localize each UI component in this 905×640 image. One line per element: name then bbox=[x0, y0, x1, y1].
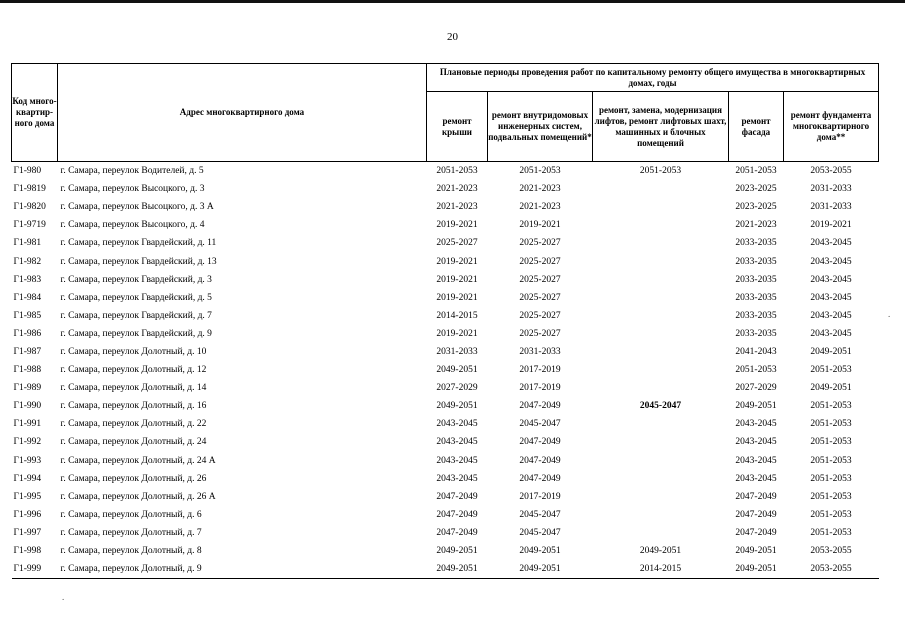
row-facade: 2043-2045 bbox=[735, 455, 777, 466]
row-address: г. Самара, переулок Долотный, д. 16 bbox=[60, 401, 207, 412]
row-address: г. Самара, переулок Долотный, д. 6 bbox=[60, 509, 202, 520]
row-elevators bbox=[593, 271, 729, 289]
row-roof: 2027-2029 bbox=[436, 383, 478, 394]
row-address: г. Самара, переулок Долотный, д. 14 bbox=[60, 383, 207, 394]
table-row bbox=[12, 307, 879, 325]
row-facade: 2027-2029 bbox=[735, 383, 777, 394]
table-row bbox=[12, 271, 879, 289]
row-elevators bbox=[593, 361, 729, 379]
row-elevators bbox=[593, 524, 729, 542]
table-row bbox=[12, 452, 879, 470]
row-address: г. Самара, переулок Долотный, д. 24 bbox=[60, 437, 207, 448]
row-address: г. Самара, переулок Гвардейский, д. 13 bbox=[60, 256, 217, 267]
row-facade: 2023-2025 bbox=[735, 184, 777, 195]
row-systems: 2051-2053 bbox=[519, 166, 561, 177]
row-roof: 2047-2049 bbox=[436, 509, 478, 520]
row-elevators: 2014-2015 bbox=[593, 560, 729, 579]
row-foundation: 2051-2053 bbox=[810, 509, 852, 520]
row-foundation: 2053-2055 bbox=[810, 166, 852, 177]
row-elevators bbox=[593, 379, 729, 397]
row-code: Г1-988 bbox=[13, 365, 42, 376]
row-systems: 2045-2047 bbox=[519, 419, 561, 430]
row-code: Г1-999 bbox=[12, 560, 58, 579]
table-body bbox=[12, 162, 879, 579]
row-roof: 2043-2045 bbox=[436, 437, 478, 448]
table-row bbox=[12, 433, 879, 451]
row-foundation: 2051-2053 bbox=[810, 365, 852, 376]
row-systems: 2047-2049 bbox=[519, 455, 561, 466]
header-elevators: ремонт, замена, модернизация лифтов, ремонт лифтовых шахт, машинных и блочных помещений bbox=[593, 92, 729, 162]
row-foundation: 2043-2045 bbox=[810, 256, 852, 267]
row-facade: 2033-2035 bbox=[735, 328, 777, 339]
row-systems: 2019-2021 bbox=[519, 220, 561, 231]
row-code: Г1-990 bbox=[13, 401, 42, 412]
row-elevators bbox=[593, 180, 729, 198]
row-code: Г1-984 bbox=[13, 292, 42, 303]
row-address: г. Самара, переулок Долотный, д. 10 bbox=[60, 346, 207, 357]
table-row bbox=[12, 162, 879, 181]
row-roof: 2047-2049 bbox=[436, 491, 478, 502]
table-row bbox=[12, 488, 879, 506]
table-row bbox=[12, 361, 879, 379]
row-systems: 2021-2023 bbox=[519, 202, 561, 213]
row-systems: 2025-2027 bbox=[519, 256, 561, 267]
row-code: Г1-987 bbox=[13, 346, 42, 357]
row-foundation: 2051-2053 bbox=[810, 491, 852, 502]
row-roof: 2049-2051 bbox=[436, 546, 478, 557]
row-facade: 2021-2023 bbox=[735, 220, 777, 231]
row-elevators: 2049-2051 bbox=[639, 546, 682, 557]
row-code: Г1-994 bbox=[13, 473, 42, 484]
row-code: Г1-983 bbox=[13, 274, 42, 285]
table-row bbox=[12, 216, 879, 234]
row-address: г. Самара, переулок Гвардейский, д. 7 bbox=[60, 310, 212, 321]
page-number: 20 bbox=[447, 31, 458, 43]
row-foundation: 2051-2053 bbox=[810, 419, 852, 430]
row-code: Г1-9819 bbox=[13, 184, 46, 195]
row-systems: 2025-2027 bbox=[519, 274, 561, 285]
header-systems: ремонт внутридомовых инженерных систем, подвальных помещений* bbox=[488, 92, 593, 162]
row-facade: 2047-2049 bbox=[735, 509, 777, 520]
row-roof: 2049-2051 bbox=[436, 401, 478, 412]
row-roof: 2019-2021 bbox=[436, 274, 478, 285]
row-foundation: 2051-2053 bbox=[810, 455, 852, 466]
row-systems: 2049-2051 bbox=[488, 560, 593, 579]
row-elevators bbox=[593, 506, 729, 524]
row-elevators: 2045-2047 bbox=[639, 401, 682, 412]
row-foundation: 2049-2051 bbox=[810, 383, 852, 394]
row-foundation: 2043-2045 bbox=[810, 238, 852, 249]
row-foundation: 2031-2033 bbox=[810, 202, 852, 213]
row-foundation: 2051-2053 bbox=[810, 473, 852, 484]
row-elevators bbox=[593, 234, 729, 252]
row-foundation: 2043-2045 bbox=[810, 274, 852, 285]
row-facade: 2049-2051 bbox=[735, 401, 777, 412]
header-roof: ремонт крыши bbox=[427, 92, 488, 162]
row-facade: 2047-2049 bbox=[735, 527, 777, 538]
row-code: Г1-982 bbox=[13, 256, 42, 267]
row-systems: 2047-2049 bbox=[519, 437, 561, 448]
row-roof: 2025-2027 bbox=[436, 238, 478, 249]
row-address: г. Самара, переулок Гвардейский, д. 11 bbox=[60, 238, 217, 249]
row-address: г. Самара, переулок Долотный, д. 12 bbox=[60, 365, 207, 376]
row-elevators bbox=[593, 470, 729, 488]
row-roof: 2019-2021 bbox=[436, 220, 478, 231]
header-address: Адрес многоквартирного дома bbox=[58, 64, 427, 162]
row-roof: 2051-2053 bbox=[436, 166, 478, 177]
header-code: Код много-квартир-ного дома bbox=[12, 64, 58, 162]
top-rule bbox=[0, 0, 905, 3]
table-row bbox=[12, 415, 879, 433]
row-code: Г1-985 bbox=[13, 310, 42, 321]
row-roof: 2043-2045 bbox=[436, 419, 478, 430]
row-code: Г1-981 bbox=[13, 238, 42, 249]
row-address: г. Самара, переулок Водителей, д. 5 bbox=[60, 166, 204, 177]
row-facade: 2033-2035 bbox=[735, 310, 777, 321]
row-roof: 2019-2021 bbox=[436, 328, 478, 339]
row-facade: 2049-2051 bbox=[729, 560, 784, 579]
row-elevators bbox=[593, 452, 729, 470]
row-facade: 2043-2045 bbox=[735, 473, 777, 484]
table-row bbox=[12, 506, 879, 524]
table-row bbox=[12, 379, 879, 397]
table-row bbox=[12, 343, 879, 361]
row-elevators bbox=[593, 252, 729, 270]
row-systems: 2047-2049 bbox=[519, 401, 561, 412]
row-elevators bbox=[593, 343, 729, 361]
row-code: Г1-980 bbox=[13, 166, 42, 177]
row-systems: 2025-2027 bbox=[519, 328, 561, 339]
row-roof: 2021-2023 bbox=[436, 184, 478, 195]
table-row bbox=[12, 289, 879, 307]
row-roof: 2049-2051 bbox=[436, 365, 478, 376]
row-systems: 2025-2027 bbox=[519, 292, 561, 303]
row-foundation: 2043-2045 bbox=[810, 328, 852, 339]
row-code: Г1-997 bbox=[13, 527, 42, 538]
row-facade: 2043-2045 bbox=[735, 437, 777, 448]
row-systems: 2025-2027 bbox=[519, 310, 561, 321]
row-roof: 2043-2045 bbox=[436, 473, 478, 484]
row-foundation: 2053-2055 bbox=[784, 560, 879, 579]
row-elevators bbox=[593, 488, 729, 506]
row-elevators bbox=[593, 216, 729, 234]
row-foundation: 2031-2033 bbox=[810, 184, 852, 195]
row-code: Г1-995 bbox=[13, 491, 42, 502]
row-facade: 2033-2035 bbox=[735, 256, 777, 267]
table-row bbox=[12, 524, 879, 542]
row-address: г. Самара, переулок Долотный, д. 26 А bbox=[60, 491, 216, 502]
row-foundation: 2051-2053 bbox=[810, 401, 852, 412]
row-facade: 2043-2045 bbox=[735, 419, 777, 430]
row-systems: 2049-2051 bbox=[519, 546, 561, 557]
row-elevators bbox=[593, 198, 729, 216]
row-foundation: 2053-2055 bbox=[810, 546, 852, 557]
stray-mark: . bbox=[62, 592, 65, 602]
row-code: Г1-9719 bbox=[13, 220, 46, 231]
row-roof: 2049-2051 bbox=[427, 560, 488, 579]
row-elevators: 2051-2053 bbox=[639, 166, 682, 177]
row-address: г. Самара, переулок Гвардейский, д. 3 bbox=[60, 274, 212, 285]
row-code: Г1-993 bbox=[13, 455, 42, 466]
row-address: г. Самара, переулок Долотный, д. 24 А bbox=[60, 455, 216, 466]
row-address: г. Самара, переулок Гвардейский, д. 9 bbox=[60, 328, 212, 339]
table-row bbox=[12, 542, 879, 560]
row-systems: 2045-2047 bbox=[519, 527, 561, 538]
row-code: Г1-992 bbox=[13, 437, 42, 448]
row-elevators bbox=[593, 433, 729, 451]
row-address: г. Самара, переулок Долотный, д. 8 bbox=[60, 546, 202, 557]
row-facade: 2049-2051 bbox=[735, 546, 777, 557]
row-systems: 2045-2047 bbox=[519, 509, 561, 520]
row-roof: 2019-2021 bbox=[436, 292, 478, 303]
row-foundation: 2043-2045 bbox=[810, 310, 852, 321]
header-foundation: ремонт фундамента многоквартирного дома** bbox=[784, 92, 879, 162]
header-facade: ремонт фасада bbox=[729, 92, 784, 162]
row-systems: 2031-2033 bbox=[519, 346, 561, 357]
row-address: г. Самара, переулок Долотный, д. 7 bbox=[60, 527, 202, 538]
row-facade: 2051-2053 bbox=[735, 166, 777, 177]
capital-repair-table bbox=[11, 63, 879, 579]
row-roof: 2031-2033 bbox=[436, 346, 478, 357]
row-code: Г1-991 bbox=[13, 419, 42, 430]
row-foundation: 2051-2053 bbox=[810, 527, 852, 538]
row-facade: 2047-2049 bbox=[735, 491, 777, 502]
row-facade: 2033-2035 bbox=[735, 238, 777, 249]
row-systems: 2017-2019 bbox=[519, 491, 561, 502]
row-systems: 2047-2049 bbox=[519, 473, 561, 484]
row-facade: 2051-2053 bbox=[735, 365, 777, 376]
row-elevators bbox=[593, 307, 729, 325]
row-code: Г1-989 bbox=[13, 383, 42, 394]
row-systems: 2017-2019 bbox=[519, 365, 561, 376]
row-roof: 2043-2045 bbox=[436, 455, 478, 466]
row-code: Г1-996 bbox=[13, 509, 42, 520]
row-elevators bbox=[593, 289, 729, 307]
row-roof: 2014-2015 bbox=[436, 310, 478, 321]
row-address: г. Самара, переулок Долотный, д. 22 bbox=[60, 419, 207, 430]
row-foundation: 2043-2045 bbox=[810, 292, 852, 303]
row-roof: 2021-2023 bbox=[436, 202, 478, 213]
row-systems: 2021-2023 bbox=[519, 184, 561, 195]
row-foundation: 2019-2021 bbox=[810, 220, 852, 231]
row-elevators bbox=[593, 325, 729, 343]
table-row bbox=[12, 325, 879, 343]
table-row bbox=[12, 234, 879, 252]
table-row bbox=[12, 470, 879, 488]
row-foundation: 2049-2051 bbox=[810, 346, 852, 357]
table-row bbox=[12, 252, 879, 270]
row-facade: 2033-2035 bbox=[735, 274, 777, 285]
row-facade: 2041-2043 bbox=[735, 346, 777, 357]
row-address: г. Самара, переулок Высоцкого, д. 3 bbox=[60, 184, 205, 195]
table-row bbox=[12, 397, 879, 415]
row-address: г. Самара, переулок Высоцкого, д. 3 А bbox=[60, 202, 214, 213]
row-address: г. Самара, переулок Высоцкого, д. 4 bbox=[60, 220, 205, 231]
row-facade: 2033-2035 bbox=[735, 292, 777, 303]
stray-mark: . bbox=[888, 309, 891, 319]
row-address: г. Самара, переулок Долотный, д. 26 bbox=[60, 473, 207, 484]
row-roof: 2047-2049 bbox=[436, 527, 478, 538]
row-code: Г1-9820 bbox=[13, 202, 46, 213]
row-facade: 2023-2025 bbox=[735, 202, 777, 213]
row-systems: 2025-2027 bbox=[519, 238, 561, 249]
header-group: Плановые периоды проведения работ по капитальному ремонту общего имущества в многоквартирных домах, годы bbox=[427, 64, 879, 92]
row-address: г. Самара, переулок Долотный, д. 9 bbox=[58, 560, 427, 579]
row-systems: 2017-2019 bbox=[519, 383, 561, 394]
row-code: Г1-986 bbox=[13, 328, 42, 339]
row-code: Г1-998 bbox=[13, 546, 42, 557]
table-row bbox=[12, 198, 879, 216]
row-roof: 2019-2021 bbox=[436, 256, 478, 267]
row-foundation: 2051-2053 bbox=[810, 437, 852, 448]
table-row bbox=[12, 180, 879, 198]
row-elevators bbox=[593, 415, 729, 433]
row-address: г. Самара, переулок Гвардейский, д. 5 bbox=[60, 292, 212, 303]
table-row bbox=[12, 560, 879, 579]
